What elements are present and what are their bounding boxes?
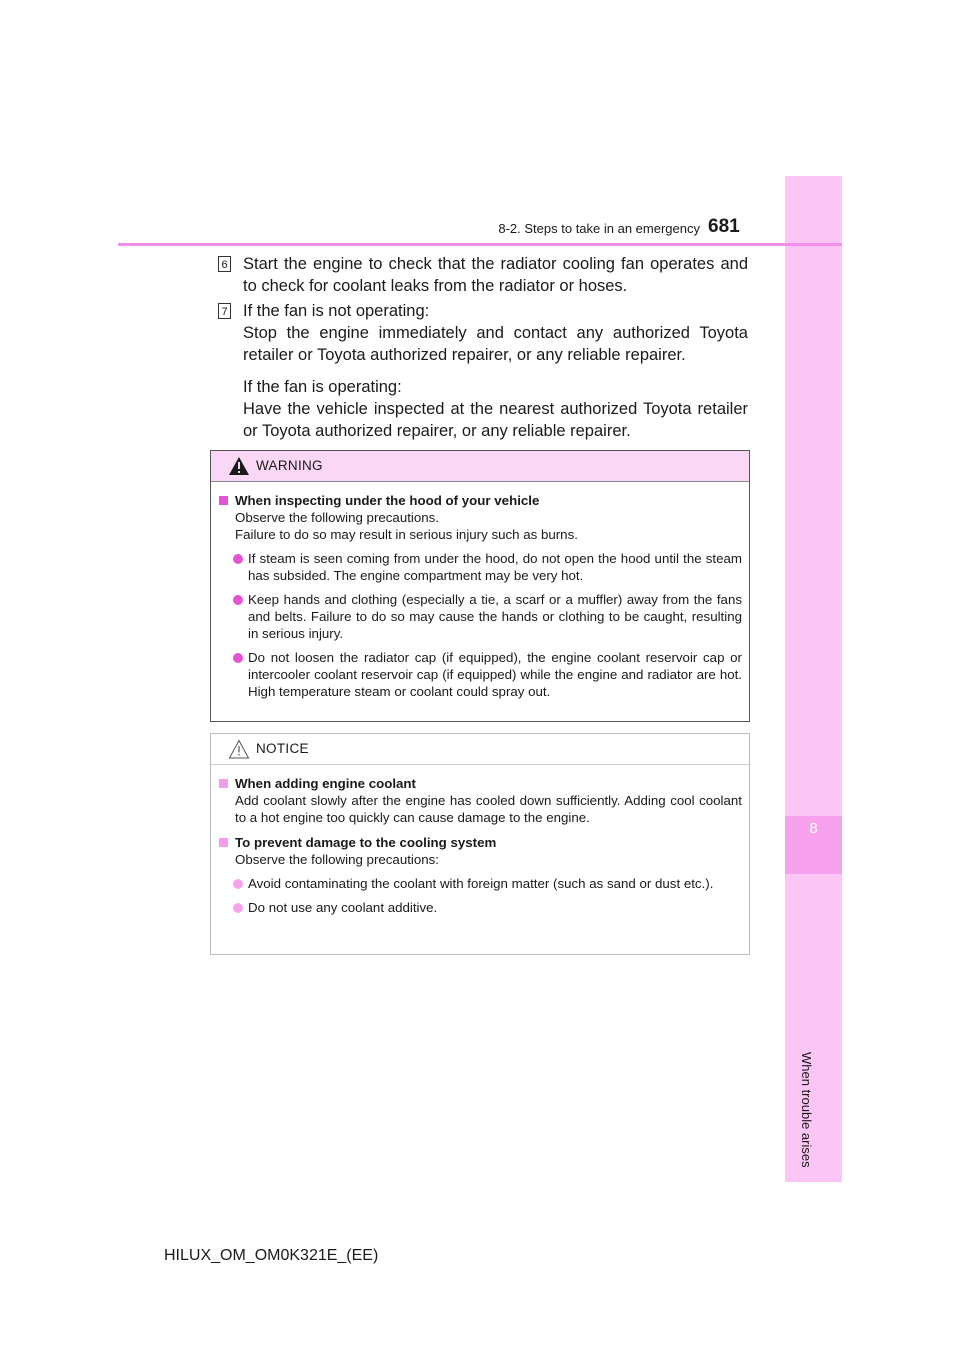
- notice-heading: [219, 775, 742, 792]
- chapter-side-tab: [785, 176, 842, 1182]
- warning-label: WARNING: [256, 458, 323, 473]
- list-item: [233, 591, 742, 642]
- warning-heading: [219, 492, 742, 509]
- step-6: [218, 253, 748, 297]
- list-item-text: If steam is seen coming from under the hood, do not open the hood until the steam has subsided. The engine compartment may be very hot.: [248, 551, 742, 583]
- list-item-text: Do not loosen the radiator cap (if equipped), the engine coolant reservoir cap or intercooler coolant reservoir cap (if equipped) while the engine and radiator are hot. High temperature steam or coolant could spray out.: [248, 650, 742, 699]
- step-number-box: 7: [218, 303, 231, 319]
- step-7: [218, 300, 748, 442]
- notice-triangle-icon: [228, 739, 250, 759]
- list-item: [233, 875, 742, 892]
- list-item-text: Avoid contaminating the coolant with foreign matter (such as sand or dust etc.).: [248, 876, 714, 891]
- warning-intro: Failure to do so may result in serious injury such as burns.: [235, 527, 578, 542]
- square-bullet-icon: [219, 496, 228, 505]
- notice-text: Observe the following precautions:: [235, 852, 439, 867]
- document-code: HILUX_OM_OM0K321E_(EE): [164, 1247, 379, 1264]
- step-number-box: 6: [218, 256, 231, 272]
- square-bullet-icon: [219, 838, 228, 847]
- step-line: Have the vehicle inspected at the nearest authorized Toyota retailer or Toyota authorized repairer, or any reliable repairer.: [243, 400, 748, 440]
- notice-heading: [219, 834, 742, 851]
- list-item: [233, 649, 742, 700]
- dot-bullet-icon: [233, 554, 243, 564]
- warning-box: [210, 450, 750, 722]
- chapter-title: When trouble arises: [799, 1052, 814, 1168]
- page-number: 681: [708, 216, 740, 237]
- list-item: [233, 899, 742, 916]
- dot-bullet-icon: [233, 595, 243, 605]
- step-line: Stop the engine immediately and contact any authorized Toyota retailer or Toyota authorized repairer, or any reliable repairer.: [243, 324, 748, 364]
- notice-box: [210, 733, 750, 955]
- notice-text: Add coolant slowly after the engine has cooled down sufficiently. Adding cool coolant to a hot engine too quickly can cause damage to the engine.: [235, 793, 742, 825]
- list-item-text: Keep hands and clothing (especially a tie, a scarf or a muffler) away from the fans and belts. Failure to do so may cause the hands or clothing to be caught, resulting in serious injury.: [248, 592, 742, 641]
- step-text: Start the engine to check that the radiator cooling fan operates and to check for coolant leaks from the radiator or hoses.: [243, 255, 748, 295]
- dot-bullet-icon: [233, 879, 243, 889]
- notice-header: [211, 734, 749, 765]
- warning-heading-text: When inspecting under the hood of your vehicle: [235, 493, 540, 508]
- list-item: [233, 550, 742, 584]
- warning-intro: Observe the following precautions.: [235, 510, 439, 525]
- step-line: If the fan is operating:: [243, 378, 402, 396]
- warning-header: [211, 451, 749, 482]
- list-item-text: Do not use any coolant additive.: [248, 900, 438, 915]
- notice-label: NOTICE: [256, 741, 309, 756]
- dot-bullet-icon: [233, 653, 243, 663]
- step-line: If the fan is not operating:: [243, 302, 430, 320]
- section-title: 8-2. Steps to take in an emergency: [498, 221, 700, 236]
- chapter-number: 8: [809, 820, 818, 837]
- dot-bullet-icon: [233, 903, 243, 913]
- notice-heading-text: To prevent damage to the cooling system: [235, 835, 497, 850]
- header-divider: [118, 243, 842, 246]
- square-bullet-icon: [219, 779, 228, 788]
- notice-heading-text: When adding engine coolant: [235, 776, 416, 791]
- warning-triangle-icon: [228, 456, 250, 476]
